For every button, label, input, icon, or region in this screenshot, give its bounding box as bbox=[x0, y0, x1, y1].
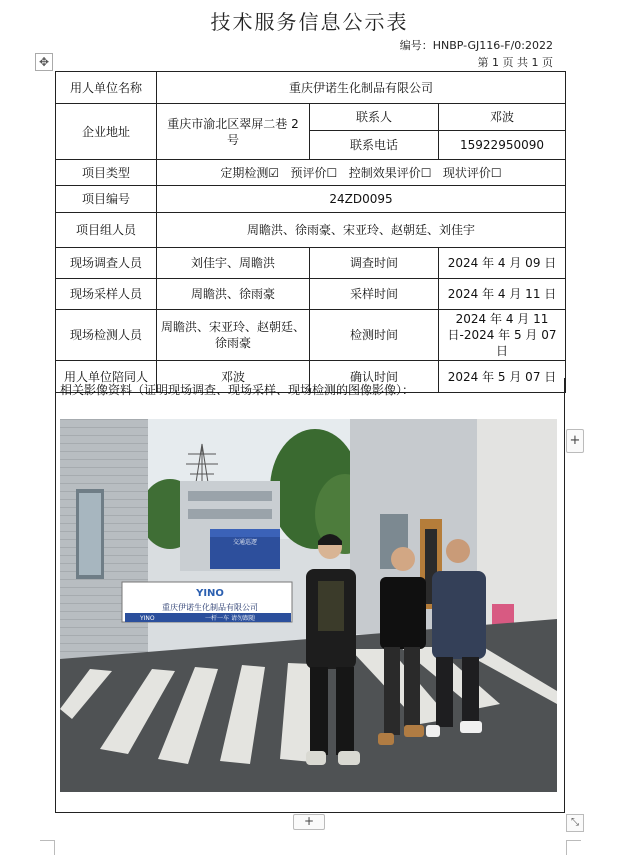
gate-sign-brand: YINO bbox=[196, 588, 224, 599]
cell-contact-value: 邓波 bbox=[439, 104, 566, 131]
page-number: 第 1 页 共 1 页 bbox=[477, 56, 553, 69]
info-table bbox=[55, 71, 566, 393]
cell-team-label: 项目组人员 bbox=[56, 213, 157, 248]
site-photo bbox=[60, 419, 557, 792]
cell-sampling-time-value: 2024 年 4 月 11 日 bbox=[439, 279, 566, 310]
cell-confirm-label: 确认时间 bbox=[310, 361, 439, 393]
resize-icon[interactable]: ⤡ bbox=[566, 814, 584, 832]
cell-sampling-label: 现场采样人员 bbox=[56, 279, 157, 310]
cell-type-label: 项目类型 bbox=[56, 160, 157, 186]
add-row-plus-icon[interactable]: + bbox=[293, 814, 325, 830]
move-icon[interactable]: ✥ bbox=[35, 53, 53, 71]
cell-detect-time-label: 检测时间 bbox=[310, 310, 439, 361]
photo-section-label: 相关影像资料（证明现场调查、现场采样、现场检测的图像影像）： bbox=[60, 383, 415, 397]
cell-address-label: 企业地址 bbox=[56, 104, 157, 160]
cell-survey-time-value: 2024 年 4 月 09 日 bbox=[439, 248, 566, 279]
cell-detect-value: 周瞻洪、宋亚玲、赵朝廷、徐雨豪 bbox=[157, 310, 310, 361]
cell-detect-label: 现场检测人员 bbox=[56, 310, 157, 361]
cell-sampling-time-label: 采样时间 bbox=[310, 279, 439, 310]
cell-survey-time-label: 调查时间 bbox=[310, 248, 439, 279]
cell-phone-value: 15922950090 bbox=[439, 131, 566, 160]
cell-survey-label: 现场调查人员 bbox=[56, 248, 157, 279]
cell-sampling-value: 周瞻洪、徐雨豪 bbox=[157, 279, 310, 310]
cell-escort-label: 用人单位陪同人 bbox=[56, 361, 157, 393]
cell-detect-time-value: 2024 年 4 月 11 日-2024 年 5 月 07 日 bbox=[439, 310, 566, 361]
cell-unit-value: 重庆伊诺生化制品有限公司 bbox=[157, 72, 566, 104]
cell-escort-value: 邓波 bbox=[157, 361, 310, 393]
add-column-plus-icon[interactable]: + bbox=[566, 429, 584, 453]
page-corner-mark-left bbox=[40, 840, 55, 855]
gate-sign-notice: 一杆一车 请勿跟随 bbox=[205, 615, 255, 622]
cell-survey-value: 刘佳宇、周瞻洪 bbox=[157, 248, 310, 279]
cell-team-value: 周瞻洪、徐雨豪、宋亚玲、赵朝廷、刘佳宇 bbox=[157, 213, 566, 248]
building-sign-text: 交通巡逻 bbox=[232, 539, 258, 546]
cell-address-value: 重庆市渝北区翠屏二巷 2 号 bbox=[157, 104, 310, 160]
document-number: 编号：HNBP-GJ116-F/0:2022 bbox=[399, 39, 553, 52]
cell-code-value: 24ZD0095 bbox=[157, 186, 566, 213]
cell-confirm-value: 2024 年 5 月 07 日 bbox=[439, 361, 566, 393]
cell-contact-label: 联系人 bbox=[310, 104, 439, 131]
gate-sign-company: 重庆伊诺生化制品有限公司 bbox=[162, 603, 258, 612]
document-title: 技术服务信息公示表 bbox=[210, 10, 409, 34]
cell-code-label: 项目编号 bbox=[56, 186, 157, 213]
cell-phone-label: 联系电话 bbox=[310, 131, 439, 160]
cell-unit-label: 用人单位名称 bbox=[56, 72, 157, 104]
cell-type-value: 定期检测☑ 预评价☐ 控制效果评价☐ 现状评价☐ bbox=[157, 160, 566, 186]
page-corner-mark-right bbox=[566, 840, 581, 855]
gate-sign-brand-small: YINO bbox=[140, 615, 155, 622]
